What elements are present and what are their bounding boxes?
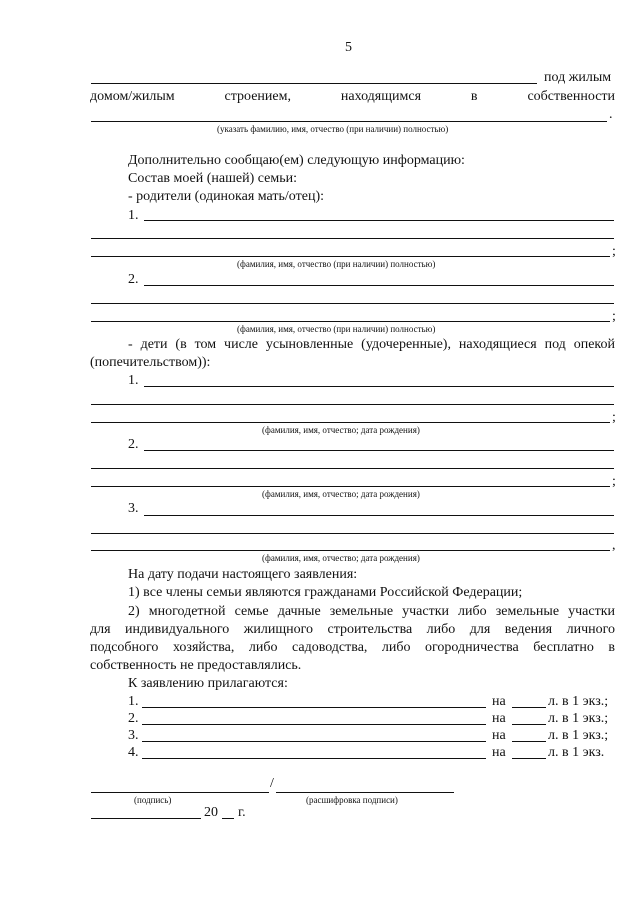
- parent-1-hint: (фамилия, имя, отчество (при наличии) полностью): [237, 259, 436, 269]
- in-word: в: [470, 89, 478, 104]
- year-g: г.: [238, 805, 246, 820]
- child-2-number: 2.: [128, 437, 139, 452]
- attachment-3-line: [142, 741, 486, 742]
- header-period: .: [609, 107, 613, 122]
- parent-2-semicolon: ;: [612, 309, 616, 324]
- signature-hint: (подпись): [134, 795, 172, 805]
- house-word: домом/жилым: [90, 89, 175, 104]
- year-prefix: 20: [204, 805, 218, 820]
- child-2-hint: (фамилия, имя, отчество; дата рождения): [262, 489, 420, 499]
- attachment-1-sheets: л. в 1 экз.;: [548, 694, 609, 709]
- attachment-3-na: на: [492, 728, 506, 743]
- attachment-2-sheets-line: [512, 724, 546, 725]
- attachment-2-number: 2.: [128, 711, 139, 726]
- year-suffix-line: [222, 818, 234, 819]
- owner-name-line: [91, 121, 607, 122]
- statement-2-line-4: собственность не предоставлялись.: [90, 658, 302, 673]
- attachment-3-sheets-line: [512, 741, 546, 742]
- parent-1-line-2: [91, 238, 614, 239]
- parent-1-line-3: [91, 256, 610, 257]
- attachment-1-number: 1.: [128, 694, 139, 709]
- hint-fio: (указать фамилию, имя, отчество (при наличии) полностью): [217, 124, 449, 134]
- parent-1-number: 1.: [128, 208, 139, 223]
- attached-label: К заявлению прилагаются:: [128, 676, 288, 691]
- building-word: строением,: [224, 89, 291, 104]
- child-1-semicolon: ;: [612, 410, 616, 425]
- attachment-1-sheets-line: [512, 707, 546, 708]
- child-1-line-1: [144, 386, 614, 387]
- child-1-hint: (фамилия, имя, отчество; дата рождения): [262, 425, 420, 435]
- attachment-1-line: [142, 707, 486, 708]
- child-3-line-2: [91, 533, 614, 534]
- parent-1-line-1: [144, 220, 614, 221]
- parent-2-line-1: [144, 285, 614, 286]
- header-row-2: [90, 89, 615, 105]
- parent-1-semicolon: ;: [612, 244, 616, 259]
- signature-decode-line: [276, 792, 454, 793]
- attachment-2-sheets: л. в 1 экз.;: [548, 711, 609, 726]
- attachment-4-line: [142, 758, 486, 759]
- info-intro: Дополнительно сообщаю(ем) следующую информацию:: [128, 153, 465, 168]
- parent-2-number: 2.: [128, 272, 139, 287]
- statement-2-line-2: для индивидуального жилищного строительства либо для ведения личного: [90, 622, 615, 637]
- signature-decode-hint: (расшифровка подписи): [306, 795, 398, 805]
- located-word: находящимся: [340, 89, 422, 104]
- page-number: 5: [345, 40, 352, 55]
- child-2-line-2: [91, 468, 614, 469]
- attachment-3-number: 3.: [128, 728, 139, 743]
- child-2-line-3: [91, 486, 610, 487]
- parent-2-line-2: [91, 303, 614, 304]
- attachment-4-na: на: [492, 745, 506, 760]
- parent-2-hint: (фамилия, имя, отчество (при наличии) полностью): [237, 324, 436, 334]
- child-3-hint: (фамилия, имя, отчество; дата рождения): [262, 553, 420, 563]
- attachment-3-sheets: л. в 1 экз.;: [548, 728, 609, 743]
- attachment-2-na: на: [492, 711, 506, 726]
- child-3-number: 3.: [128, 501, 139, 516]
- child-3-line-3: [91, 550, 610, 551]
- child-2-semicolon: ;: [612, 474, 616, 489]
- child-3-comma: ,: [612, 538, 616, 553]
- owner-fill-line: [91, 83, 537, 84]
- child-3-line-1: [144, 515, 614, 516]
- statement-2-line-3: подсобного хозяйства, либо садоводства, либо огородничества бесплатно в: [90, 640, 615, 655]
- child-1-line-2: [91, 404, 614, 405]
- attachment-4-number: 4.: [128, 745, 139, 760]
- child-2-line-1: [144, 450, 614, 451]
- attachment-2-line: [142, 724, 486, 725]
- parent-2-line-3: [91, 321, 610, 322]
- child-1-number: 1.: [128, 373, 139, 388]
- signature-slash: /: [270, 776, 274, 791]
- family-composition: Состав моей (нашей) семьи:: [128, 171, 297, 186]
- statement-1: 1) все члены семьи являются гражданами Российской Федерации;: [128, 585, 523, 600]
- parents-label: - родители (одинокая мать/отец):: [128, 189, 324, 204]
- attachment-4-sheets: л. в 1 экз.: [548, 745, 605, 760]
- statement-2-line-1: 2) многодетной семье дачные земельные участки либо земельные участки: [128, 604, 615, 619]
- attachment-4-sheets-line: [512, 758, 546, 759]
- attachment-1-na: на: [492, 694, 506, 709]
- children-label-1: - дети (в том числе усыновленные (удочеренные), находящиеся под опекой: [128, 337, 615, 352]
- date-intro: На дату подачи настоящего заявления:: [128, 567, 358, 582]
- children-label-2: (попечительством)):: [90, 355, 211, 370]
- date-line: [91, 818, 201, 819]
- property-word: собственности: [527, 89, 615, 104]
- child-1-line-3: [91, 422, 610, 423]
- under-living-text: под жилым: [544, 70, 612, 85]
- signature-line: [91, 792, 269, 793]
